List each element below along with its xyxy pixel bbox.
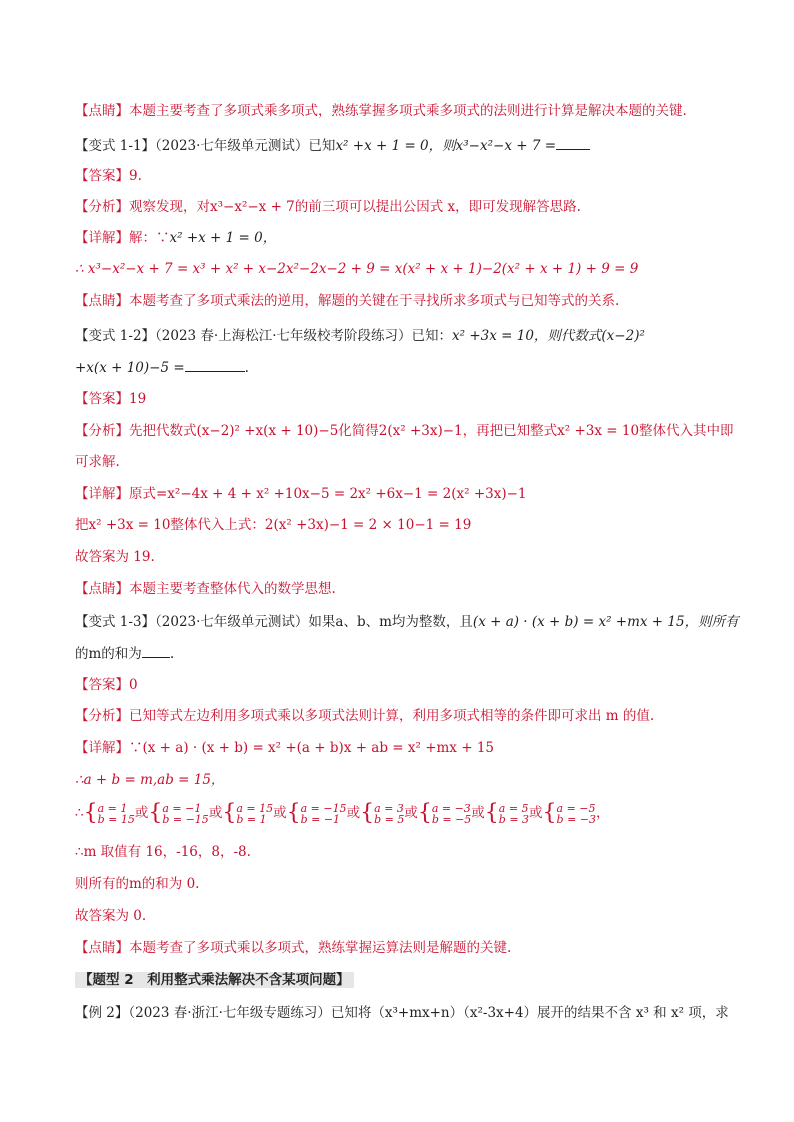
answer-1-3 bbox=[75, 675, 734, 695]
m-values bbox=[75, 842, 734, 862]
note-1-2 bbox=[75, 579, 734, 599]
brace: { bbox=[83, 800, 98, 826]
detail-1-3-text: 【详解】∵(x + a) · (x + b) = x² +(a + b)x + ab = x² +mx + 15 bbox=[75, 740, 494, 756]
variant-1-1-math: x² +x + 1 = 0，则x³−x²−x + 7 = bbox=[335, 138, 557, 154]
case-a: a = −3 bbox=[431, 801, 471, 815]
analysis-1-3 bbox=[75, 706, 734, 726]
case-a: a = 15 bbox=[236, 801, 274, 815]
answer-1-2 bbox=[75, 389, 734, 409]
answer-blank bbox=[185, 357, 245, 372]
cases-line bbox=[75, 800, 734, 827]
brace: { bbox=[542, 800, 557, 826]
note-1-1 bbox=[75, 291, 734, 311]
variant-1-3-math: (x + a) · (x + b) = x² +mx + 15，则所有 bbox=[472, 614, 739, 630]
or-word: 或 bbox=[404, 805, 418, 821]
case-b: b = −5 bbox=[431, 812, 472, 826]
section-heading-text: 【题型 2 利用整式乘法解决不含某项问题】 bbox=[75, 972, 354, 988]
detail-1-1-prefix: 【详解】解：∵ bbox=[75, 230, 170, 246]
variant-1-3-cont-prefix: 的m的和为 bbox=[75, 646, 142, 662]
m-sum bbox=[75, 874, 734, 894]
answer-blank bbox=[556, 135, 590, 150]
case-b: b = 5 bbox=[374, 812, 405, 826]
detail-1-2 bbox=[75, 484, 734, 504]
case-item bbox=[499, 803, 529, 825]
conclusion-1-2-text: 故答案为 19. bbox=[75, 549, 155, 565]
variant-1-2-cont-math: +x(x + 10)−5 = bbox=[75, 360, 185, 376]
or-word: 或 bbox=[134, 805, 149, 821]
variant-1-3-cont bbox=[75, 643, 734, 664]
case-item bbox=[374, 803, 404, 825]
analysis-1-3-text: 【分析】已知等式左边利用多项式乘以多项式法则计算，利用多项式相等的条件即可求出 m 的值. bbox=[75, 708, 655, 724]
brace: { bbox=[286, 800, 301, 826]
or-word: 或 bbox=[273, 805, 287, 821]
analysis-1-2-cont bbox=[75, 452, 734, 472]
case-a: a = 3 bbox=[374, 801, 404, 815]
cases-group bbox=[83, 800, 596, 826]
detail-1-3-step bbox=[75, 770, 734, 790]
example-2-text: 【例 2】（2023 春·浙江·七年级专题练习）已知将（x³+mx+n）（x²-3x+4）展开的结果不含 x³ 和 x² 项，求 bbox=[75, 1005, 729, 1021]
detail-1-2-text: 【详解】原式=x²−4x + 4 + x² +10x−5 = 2x² +6x−1 = 2(x² +3x)−1 bbox=[75, 486, 527, 502]
variant-1-2-math: x² +3x = 10，则代数式(x−2)² bbox=[452, 328, 645, 344]
answer-1-2-text: 【答案】19 bbox=[75, 391, 147, 407]
answer-1-3-text: 【答案】0 bbox=[75, 677, 138, 693]
variant-1-2-cont bbox=[75, 357, 734, 378]
variant-1-2 bbox=[75, 326, 734, 346]
detail-1-3 bbox=[75, 738, 734, 758]
detail-1-1-step-text: ∴ x³−x²−x + 7 = x³ + x² + x−2x²−2x−2 + 9 = x(x² + x + 1)−2(x² + x + 1) + 9 = 9 bbox=[75, 261, 639, 277]
section-heading bbox=[75, 970, 734, 990]
or-word: 或 bbox=[346, 805, 361, 821]
note-1-2-text: 【点睛】本题主要考查整体代入的数学思想. bbox=[75, 581, 336, 597]
note-1-text: 【点睛】本题主要考查了多项式乘多项式，熟练掌握多项式乘多项式的法则进行计算是解决本题的关键. bbox=[75, 103, 687, 119]
case-a: a = −5 bbox=[556, 801, 596, 815]
detail-1-1 bbox=[75, 228, 734, 248]
brace: { bbox=[360, 800, 375, 826]
variant-1-3-period: . bbox=[169, 646, 175, 662]
brace: { bbox=[484, 800, 499, 826]
variant-1-1-prefix: 【变式 1-1】（2023·七年级单元测试）已知 bbox=[75, 138, 336, 154]
case-item bbox=[162, 803, 208, 825]
case-b: b = 1 bbox=[236, 812, 267, 826]
case-item bbox=[236, 803, 273, 825]
case-item bbox=[432, 803, 471, 825]
variant-1-2-period: . bbox=[244, 360, 249, 376]
detail-1-1-step bbox=[75, 259, 734, 279]
variant-1-3-prefix: 【变式 1-3】（2023·七年级单元测试）如果a、b、m均为整数，且 bbox=[75, 614, 473, 630]
note-1-1-text: 【点睛】本题考查了多项式乘法的逆用，解题的关键在于寻找所求多项式与已知等式的关系. bbox=[75, 293, 620, 309]
analysis-1-2-text: 【分析】先把代数式(x−2)² +x(x + 10)−5化简得2(x² +3x)−1，再把已知整式x² +3x = 10整体代入其中即 bbox=[75, 423, 734, 439]
example-2 bbox=[75, 1003, 734, 1023]
analysis-1-2-cont-text: 可求解. bbox=[75, 454, 120, 470]
or-word: 或 bbox=[471, 805, 485, 821]
case-b: b = 15 bbox=[97, 812, 135, 826]
brace: { bbox=[417, 800, 432, 826]
case-b: b = −1 bbox=[300, 812, 341, 826]
variant-1-1 bbox=[75, 135, 734, 156]
case-a: a = −1 bbox=[162, 801, 202, 815]
answer-1-1 bbox=[75, 166, 734, 186]
analysis-1-1 bbox=[75, 197, 734, 217]
detail-1-3-step-text: ∴a + b = m,ab = 15， bbox=[75, 772, 225, 788]
analysis-1-2 bbox=[75, 421, 734, 441]
detail-1-2-step-text: 把x² +3x = 10整体代入上式：2(x² +3x)−1 = 2 × 10−1 = 19 bbox=[75, 517, 472, 533]
conclusion-1-3-text: 故答案为 0. bbox=[75, 908, 147, 924]
case-item bbox=[301, 803, 347, 825]
analysis-1-1-text: 【分析】观察发现，对x³−x²−x + 7的前三项可以提出公因式 x，即可发现解答思路. bbox=[75, 199, 581, 215]
cases-prefix: ∴ bbox=[75, 805, 84, 821]
cases-end: ， bbox=[596, 805, 610, 821]
conclusion-1-3 bbox=[75, 906, 734, 926]
note-1 bbox=[75, 101, 734, 121]
case-b: b = 3 bbox=[498, 812, 530, 826]
detail-1-2-step bbox=[75, 515, 734, 535]
case-a: a = 1 bbox=[97, 801, 128, 815]
or-word: 或 bbox=[208, 805, 223, 821]
case-b: b = −15 bbox=[162, 812, 209, 826]
note-1-3 bbox=[75, 938, 734, 958]
detail-1-1-math: x² +x + 1 = 0， bbox=[169, 230, 277, 246]
case-a: a = −15 bbox=[300, 801, 347, 815]
note-1-3-text: 【点睛】本题考查了多项式乘以多项式，熟练掌握运算法则是解题的关键. bbox=[75, 940, 512, 956]
answer-1-1-text: 【答案】9. bbox=[75, 168, 142, 184]
case-item bbox=[557, 803, 596, 825]
or-word: 或 bbox=[529, 805, 543, 821]
m-sum-text: 则所有的m的和为 0. bbox=[75, 876, 200, 892]
case-b: b = −3 bbox=[556, 812, 596, 826]
m-values-text: ∴m 取值有 16，-16，8，-8. bbox=[75, 844, 251, 860]
brace: { bbox=[222, 800, 237, 826]
conclusion-1-2 bbox=[75, 547, 734, 567]
variant-1-3 bbox=[75, 612, 739, 632]
answer-blank bbox=[142, 643, 170, 658]
variant-1-2-prefix: 【变式 1-2】（2023 春·上海松江·七年级校考阶段练习）已知： bbox=[75, 328, 453, 344]
case-item bbox=[98, 803, 135, 825]
brace: { bbox=[148, 800, 163, 826]
case-a: a = 5 bbox=[498, 801, 529, 815]
